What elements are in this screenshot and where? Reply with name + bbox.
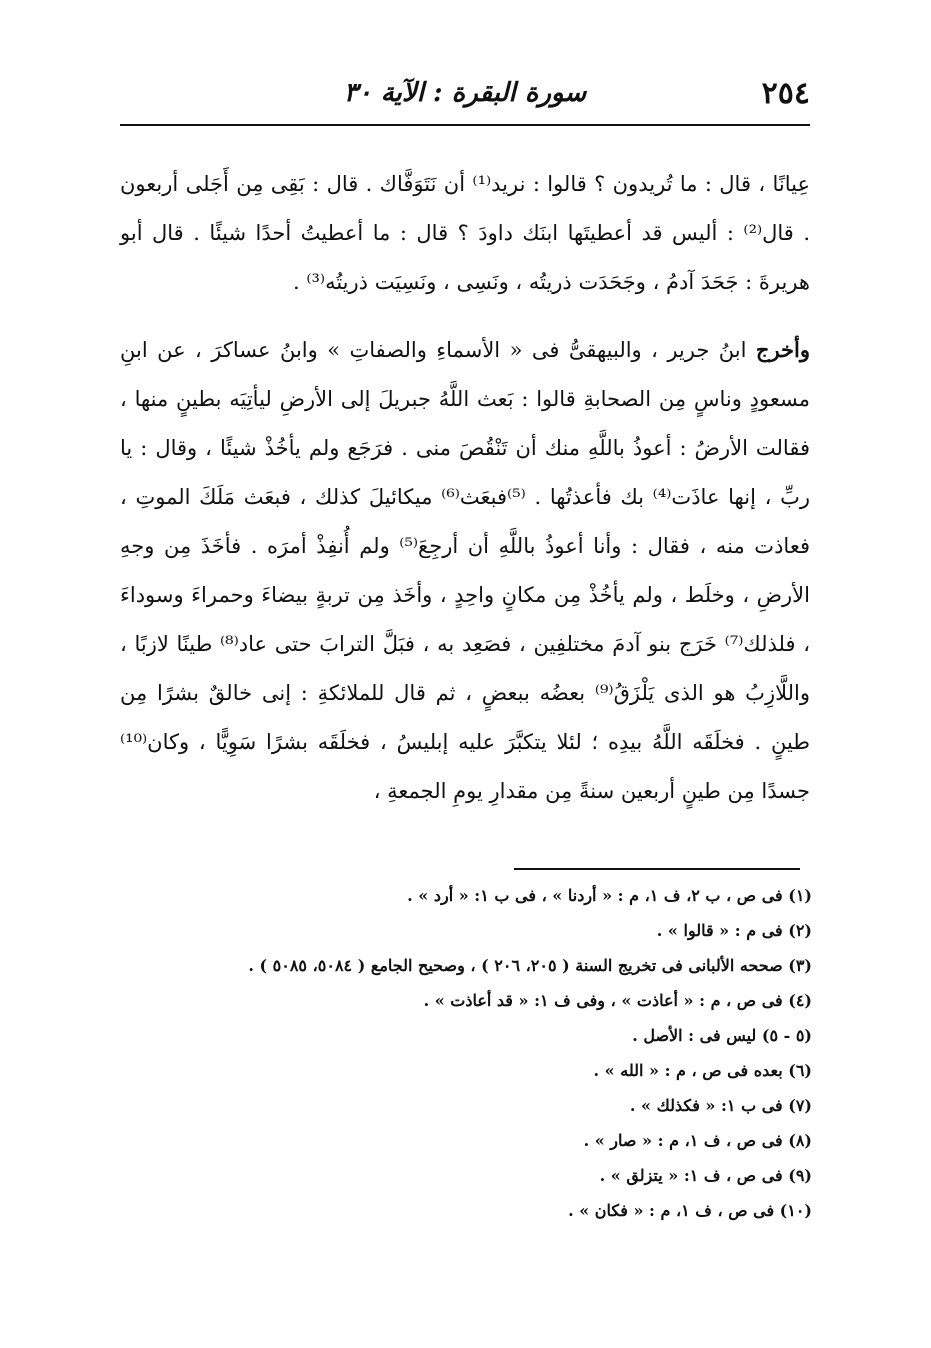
footnote: (٣) صححه الألبانى فى تخريج السنة ( ٢٠٥، ٢٠٦ ) ، وصحيح الجامع ( ٥٠٨٤، ٥٠٨٥ ) . (248, 956, 812, 975)
footnote: (١٠) فى ص ، ف ١، م : « فكان » . (568, 1201, 812, 1220)
paragraph-2 (120, 325, 810, 816)
page-number: ٢٥٤ (761, 76, 810, 111)
footnote: (١) فى ص ، ب ٢، ف ١، م : « أردنا » ، فى ب ١: « أرد » . (407, 886, 812, 905)
footnote: (٤) فى ص ، م : « أعاذت » ، وفى ف ١: « قد أعاذت » . (423, 991, 812, 1010)
footnote-divider (514, 868, 800, 870)
page-header (120, 70, 810, 120)
footnote: (٥ - ٥) ليس فى : الأصل . (632, 1026, 812, 1045)
footnote: (٨) فى ص ، ف ١، م : « صار » . (583, 1131, 812, 1150)
main-text (120, 160, 810, 816)
running-title: سورة البقرة : الآية ٣٠ (343, 78, 587, 108)
footnote: (٢) فى م : « قالوا » . (656, 921, 812, 940)
footnote: (٦) بعده فى ص ، م : « الله » . (593, 1061, 812, 1080)
footnote: (٩) فى ص ، ف ١: « يتزلق » . (599, 1166, 812, 1185)
paragraph-2-lead: وأخرج (755, 337, 810, 362)
paragraph-2-text: ابنُ جرير ، والبيهقىُّ فى « الأسماءِ والصفاتِ » وابنُ عساكرَ ، عن ابنِ مسعودٍ وناسٍ مِن الصحابةِ قالوا : بَعث اللَّهُ جبريلَ إلى الأرضِ ليأتِيَه بطينٍ منها ، فقالت الأرضُ : أعوذُ باللَّهِ منك أن تَنْقُصَ منى . فرَجَع ولم يأخُذْ شيئًا ، وقال : يا ربِّ ، إنها عاذَت⁽⁴⁾ بك فأعذتُها . ⁽⁵⁾فبعَث⁽⁶⁾ ميكائيلَ كذلك ، فبعَث مَلَكَ الموتِ ، فعاذت منه ، فقال : وأنا أعوذُ باللَّهِ أن أرجِعَ⁽⁵⁾ ولم أُنفِذْ أمرَه . فأخَذَ مِن وجهِ الأرضِ ، وخلَط ، ولم يأخُذْ مِن مكانٍ واحِدٍ ، وأخَذ مِن تربةٍ بيضاءَ وحمراءَ وسوداءَ ، فلذلك⁽⁷⁾ خَرَج بنو آدمَ مختلفِين ، فصَعِد به ، فبَلَّ الترابَ حتى عاد⁽⁸⁾ طينًا لازبًا ، واللَّازِبُ هو الذى يَلْزَقُ⁽⁹⁾ بعضُه ببعضٍ ، ثم قال للملائكةِ : إنى خالقٌ بشرًا مِن طينٍ . فخلَقَه اللَّهُ بيدِه ؛ لئلا يتكبَّرَ عليه إبليسُ ، فخلَقَه بشرًا سَوِيًّا ، وكان⁽¹⁰⁾ جسدًا مِن طينٍ أربعين سنةً مِن مقدارِ يومِ الجمعةِ ، (120, 338, 810, 803)
header-divider (120, 124, 810, 126)
footnotes-list (120, 878, 812, 1228)
footnote: (٧) فى ب ١: « فكذلك » . (629, 1096, 812, 1115)
paragraph-1: عِيانًا ، قال : ما تُريدون ؟ قالوا : نريد⁽¹⁾ أن نَتَوَفَّاك . قال : بَقِى مِن أَجَلى أربعون . قال⁽²⁾ : أليس قد أعطيتَها ابنَك داودَ ؟ قال : ما أعطيتُ أحدًا شيئًا . قال أبو هريرةَ : جَحَدَ آدمُ ، وجَحَدَت ذريتُه ، ونَسِى ، ونَسِيَت ذريتُه⁽³⁾ . (120, 172, 811, 294)
